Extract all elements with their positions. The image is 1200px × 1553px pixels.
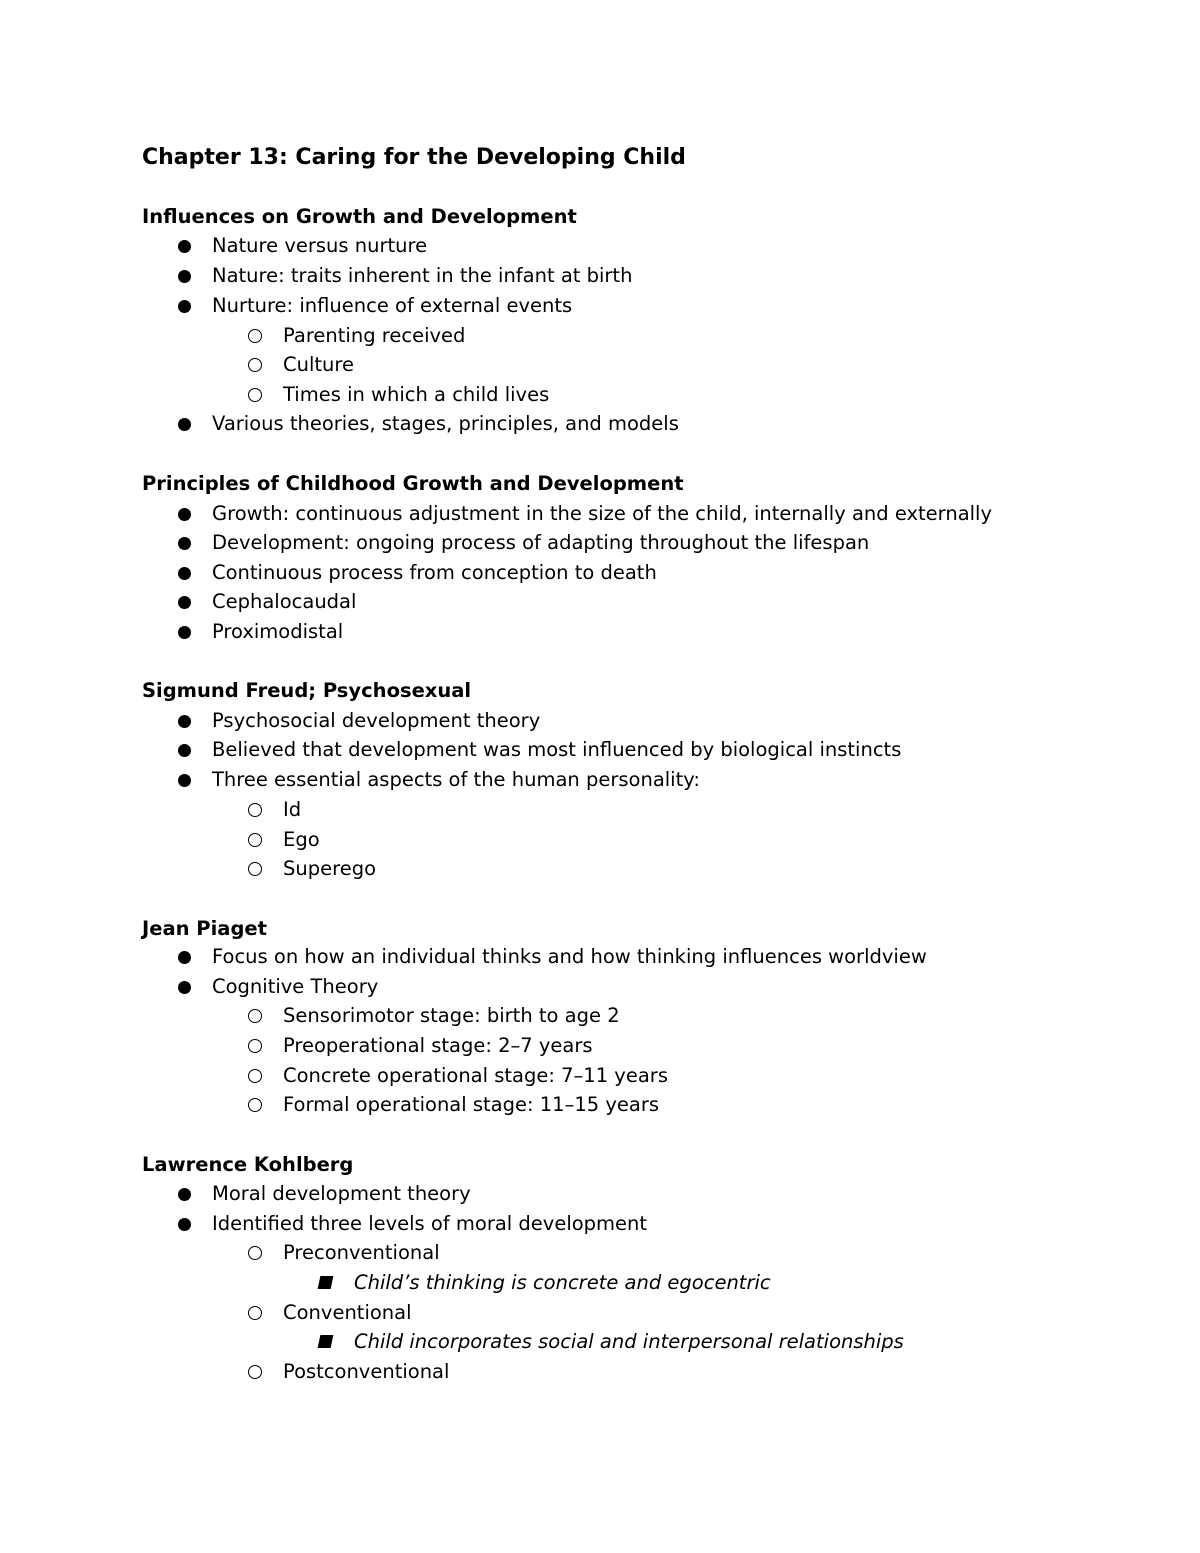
bullet-disc-icon [178,418,191,431]
list-item: Culture [283,352,354,378]
section-heading-principles: Principles of Childhood Growth and Development [142,472,684,495]
bullet-disc-icon [178,715,191,728]
list-item: Ego [283,827,320,853]
bullet-disc-icon [178,626,191,639]
list-item: Sensorimotor stage: birth to age 2 [283,1003,620,1029]
bullet-circle-icon [248,1098,262,1112]
bullet-disc-icon [178,270,191,283]
list-item: Conventional [283,1300,412,1326]
list-item: Various theories, stages, principles, and models [212,411,679,437]
bullet-circle-icon [248,388,262,402]
list-item: Concrete operational stage: 7–11 years [283,1063,668,1089]
bullet-circle-icon [248,1069,262,1083]
list-item: Formal operational stage: 11–15 years [283,1092,659,1118]
bullet-disc-icon [178,508,191,521]
list-item: Nature versus nurture [212,233,427,259]
list-item: Identified three levels of moral development [212,1211,647,1237]
bullet-circle-icon [248,358,262,372]
list-item: Superego [283,856,376,882]
bullet-disc-icon [178,596,191,609]
list-item: Focus on how an individual thinks and how thinking influences worldview [212,944,927,970]
bullet-disc-icon [178,300,191,313]
bullet-disc-icon [178,240,191,253]
page-title: Chapter 13: Caring for the Developing Child [142,145,686,170]
list-item: Continuous process from conception to death [212,560,657,586]
list-item: Child’s thinking is concrete and egocentric [354,1270,771,1296]
list-item: Psychosocial development theory [212,708,540,734]
list-item: Id [283,797,301,823]
list-item: Nature: traits inherent in the infant at birth [212,263,632,289]
list-item: Proximodistal [212,619,343,645]
section-heading-freud: Sigmund Freud; Psychosexual [142,679,472,702]
bullet-disc-icon [178,951,191,964]
list-item: Three essential aspects of the human personality: [212,767,700,793]
bullet-circle-icon [248,1365,262,1379]
bullet-disc-icon [178,537,191,550]
list-item: Cephalocaudal [212,589,356,615]
bullet-circle-icon [248,1246,262,1260]
section-heading-kohlberg: Lawrence Kohlberg [142,1153,354,1176]
list-item: Postconventional [283,1359,449,1385]
bullet-disc-icon [178,744,191,757]
section-heading-piaget: Jean Piaget [142,917,267,940]
section-heading-influences: Influences on Growth and Development [142,205,577,228]
list-item: Growth: continuous adjustment in the size of the child, internally and externally [212,501,992,527]
bullet-circle-icon [248,329,262,343]
list-item: Nurture: influence of external events [212,293,572,319]
list-item: Preconventional [283,1240,440,1266]
bullet-circle-icon [248,1009,262,1023]
list-item: Believed that development was most influenced by biological instincts [212,737,901,763]
list-item: Parenting received [283,323,465,349]
bullet-disc-icon [178,1188,191,1201]
bullet-disc-icon [178,567,191,580]
bullet-circle-icon [248,1039,262,1053]
bullet-circle-icon [248,1306,262,1320]
bullet-disc-icon [178,774,191,787]
bullet-circle-icon [248,862,262,876]
list-item: Moral development theory [212,1181,471,1207]
bullet-square-icon [318,1335,334,1348]
list-item: Child incorporates social and interpersonal relationships [354,1329,904,1355]
list-item: Preoperational stage: 2–7 years [283,1033,593,1059]
bullet-circle-icon [248,833,262,847]
bullet-disc-icon [178,1218,191,1231]
bullet-disc-icon [178,981,191,994]
bullet-circle-icon [248,803,262,817]
bullet-square-icon [318,1276,334,1289]
list-item: Cognitive Theory [212,974,378,1000]
list-item: Development: ongoing process of adapting throughout the lifespan [212,530,869,556]
list-item: Times in which a child lives [283,382,549,408]
